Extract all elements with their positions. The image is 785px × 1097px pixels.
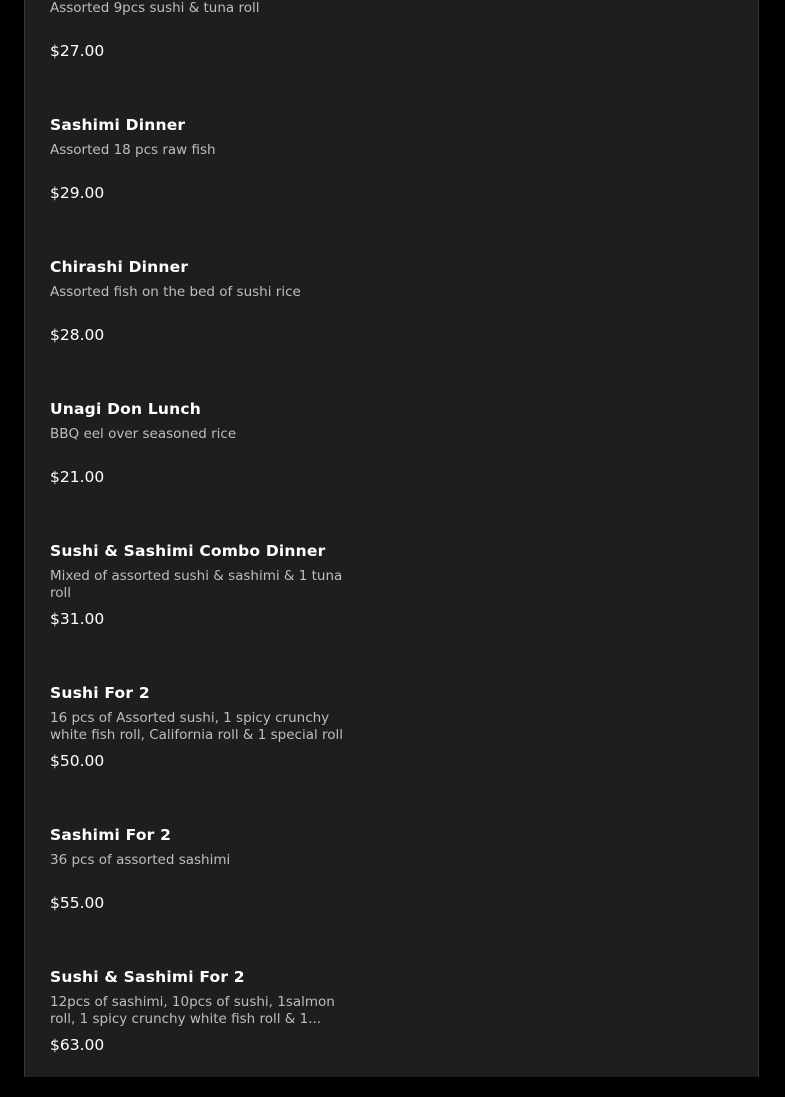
menu-item-price: $31.00 xyxy=(50,610,105,628)
menu-item-description: Assorted fish on the bed of sushi rice xyxy=(50,284,301,300)
menu-item-description: BBQ eel over seasoned rice xyxy=(50,426,237,442)
menu-item-price: $55.00 xyxy=(50,894,105,912)
menu-item-description: 36 pcs of assorted sashimi xyxy=(50,852,231,868)
menu-item-name: Sashimi Dinner xyxy=(50,116,186,134)
menu-item-price: $63.00 xyxy=(50,1036,105,1054)
menu-item-description: Assorted 18 pcs raw fish xyxy=(50,142,216,158)
menu-item-price: $50.00 xyxy=(50,752,105,770)
menu-item-name: Sushi For 2 xyxy=(50,684,150,702)
bottom-edge xyxy=(0,1077,785,1097)
menu-item-description: 16 pcs of Assorted sushi, 1 spicy crunchy white fish roll, California roll & 1 special roll xyxy=(50,710,344,743)
menu-item-description: Mixed of assorted sushi & sashimi & 1 tuna roll xyxy=(50,568,343,601)
menu-item-price: $28.00 xyxy=(50,326,105,344)
menu-item-price: $27.00 xyxy=(50,42,105,60)
menu-item-name: Sushi & Sashimi Combo Dinner xyxy=(50,542,326,560)
menu-item-description: Assorted 9pcs sushi & tuna roll xyxy=(50,0,260,16)
menu-panel xyxy=(24,0,759,1077)
menu-item-name: Sashimi For 2 xyxy=(50,826,172,844)
menu-item-description: 12pcs of sashimi, 10pcs of sushi, 1salmon roll, 1 spicy crunchy white fish roll & 1... xyxy=(50,994,335,1027)
menu-item-price: $21.00 xyxy=(50,468,105,486)
menu-item-name: Chirashi Dinner xyxy=(50,258,189,276)
menu-item-name: Sushi & Sashimi For 2 xyxy=(50,968,245,986)
menu-item-name: Unagi Don Lunch xyxy=(50,400,201,418)
menu-item-price: $29.00 xyxy=(50,184,105,202)
